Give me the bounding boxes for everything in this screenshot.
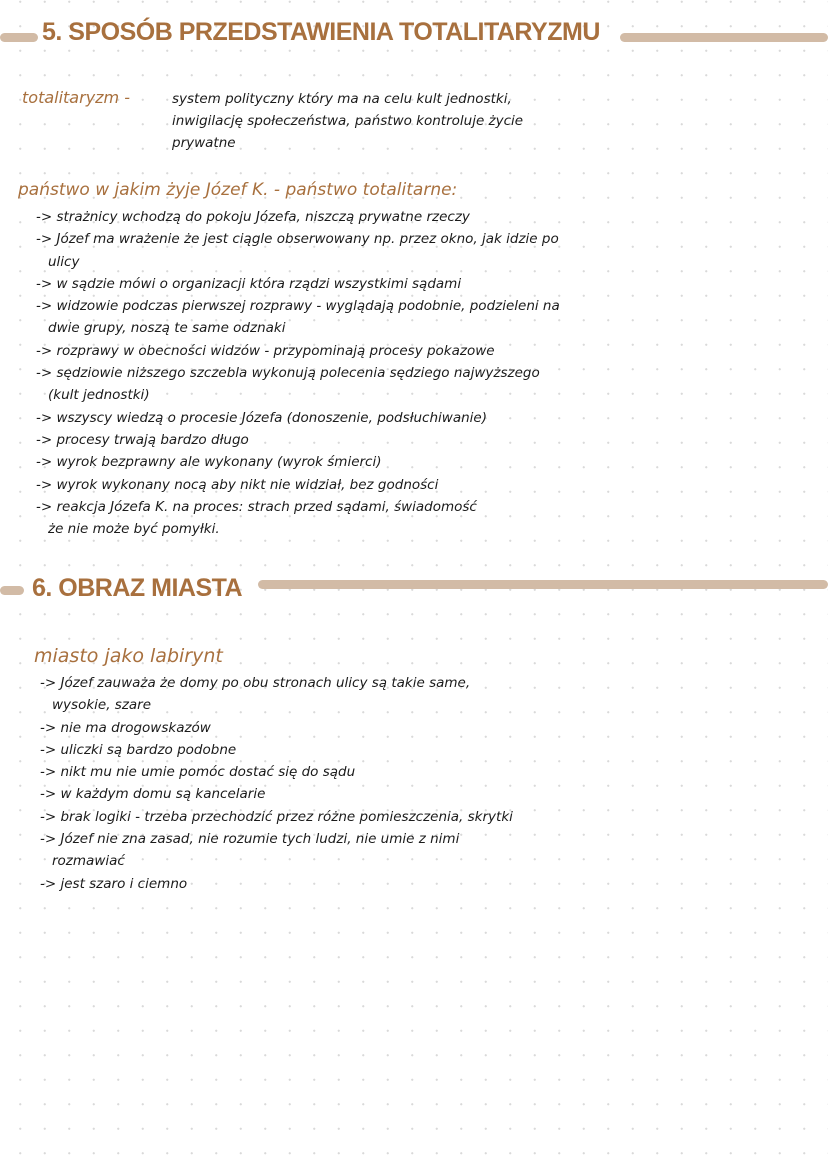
bullet-text: -> wszyscy wiedzą o procesie Józefa (donoszenie, podsłuchiwanie) bbox=[36, 409, 487, 426]
bullet-text: -> reakcja Józefa K. na proces: strach przed sądami, świadomość bbox=[36, 498, 477, 515]
bullet-text: -> widzowie podczas pierwszej rozprawy - wyglądają podobnie, podzieleni na bbox=[36, 298, 560, 315]
section-6-title: 6. OBRAZ MIASTA bbox=[32, 574, 243, 602]
bullet-item bbox=[40, 761, 513, 783]
bullet-continuation: (kult jednostki) bbox=[48, 387, 150, 404]
bullet-text: -> w każdym domu są kancelarie bbox=[40, 786, 266, 803]
bullet-item bbox=[36, 228, 560, 273]
bullet-item bbox=[36, 340, 560, 362]
bullet-item bbox=[36, 295, 560, 340]
bullet-item bbox=[36, 429, 560, 451]
bullet-item bbox=[36, 273, 560, 295]
bullet-text: -> jest szaro i ciemno bbox=[40, 875, 188, 892]
bullet-item bbox=[36, 474, 560, 496]
heading-bar-right bbox=[620, 33, 828, 42]
bullet-item bbox=[40, 783, 513, 805]
definition-term: totalitaryzm - bbox=[22, 88, 130, 107]
section-5-bullet-list bbox=[36, 206, 560, 540]
section-5-title: 5. SPOSÓB PRZEDSTAWIENIA TOTALITARYZMU bbox=[42, 18, 600, 46]
heading-bar-left bbox=[0, 586, 24, 595]
bullet-text: -> strażnicy wchodzą do pokoju Józefa, niszczą prywatne rzeczy bbox=[36, 209, 470, 225]
bullet-text: -> Józef nie zna zasad, nie rozumie tych ludzi, nie umie z nimi bbox=[40, 831, 460, 848]
section-6-subheading: miasto jako labirynt bbox=[34, 645, 223, 667]
heading-bar-right bbox=[258, 580, 828, 589]
bullet-text: -> nie ma drogowskazów bbox=[40, 719, 211, 736]
bullet-item bbox=[36, 362, 560, 407]
heading-bar-left bbox=[0, 33, 38, 42]
section-5-subheading: państwo w jakim żyje Józef K. - państwo totalitarne: bbox=[18, 180, 458, 200]
section-6-bullet-list bbox=[40, 672, 513, 895]
bullet-text: -> Józef zauważa że domy po obu stronach ulicy są takie same, bbox=[40, 675, 471, 691]
bullet-item bbox=[36, 206, 560, 228]
bullet-text: -> nikt mu nie umie pomóc dostać się do sądu bbox=[40, 764, 356, 781]
bullet-item bbox=[40, 717, 513, 739]
bullet-text: -> brak logiki - trzeba przechodzić przez różne pomieszczenia, skrytki bbox=[40, 808, 513, 825]
bullet-text: -> uliczki są bardzo podobne bbox=[40, 741, 237, 758]
bullet-item bbox=[40, 739, 513, 761]
bullet-continuation: rozmawiać bbox=[52, 853, 125, 870]
bullet-item bbox=[40, 806, 513, 828]
definition-line: prywatne bbox=[172, 135, 236, 151]
bullet-text: -> w sądzie mówi o organizacji która rządzi wszystkimi sądami bbox=[36, 275, 462, 292]
definition-line: inwigilację społeczeństwa, państwo kontroluje życie bbox=[172, 113, 524, 129]
bullet-continuation: dwie grupy, noszą te same odznaki bbox=[48, 320, 286, 337]
bullet-text: -> rozprawy w obecności widzów - przypominają procesy pokazowe bbox=[36, 342, 495, 359]
bullet-text: -> Józef ma wrażenie że jest ciągle obserwowany np. przez okno, jak idzie po bbox=[36, 231, 559, 248]
bullet-item bbox=[40, 873, 513, 895]
bullet-text: -> procesy trwają bardzo długo bbox=[36, 431, 249, 448]
definition-line: system polityczny który ma na celu kult jednostki, bbox=[172, 91, 512, 107]
bullet-item bbox=[36, 496, 560, 541]
bullet-text: -> wyrok wykonany nocą aby nikt nie widział, bez godności bbox=[36, 476, 439, 493]
bullet-item bbox=[36, 451, 560, 473]
bullet-continuation: że nie może być pomyłki. bbox=[48, 521, 220, 538]
bullet-item bbox=[40, 672, 513, 717]
bullet-text: -> sędziowie niższego szczebla wykonują polecenia sędziego najwyższego bbox=[36, 365, 540, 382]
bullet-continuation: ulicy bbox=[48, 253, 80, 270]
bullet-continuation: wysokie, szare bbox=[52, 697, 152, 714]
bullet-text: -> wyrok bezprawny ale wykonany (wyrok śmierci) bbox=[36, 454, 382, 471]
bullet-item bbox=[40, 828, 513, 873]
bullet-item bbox=[36, 407, 560, 429]
